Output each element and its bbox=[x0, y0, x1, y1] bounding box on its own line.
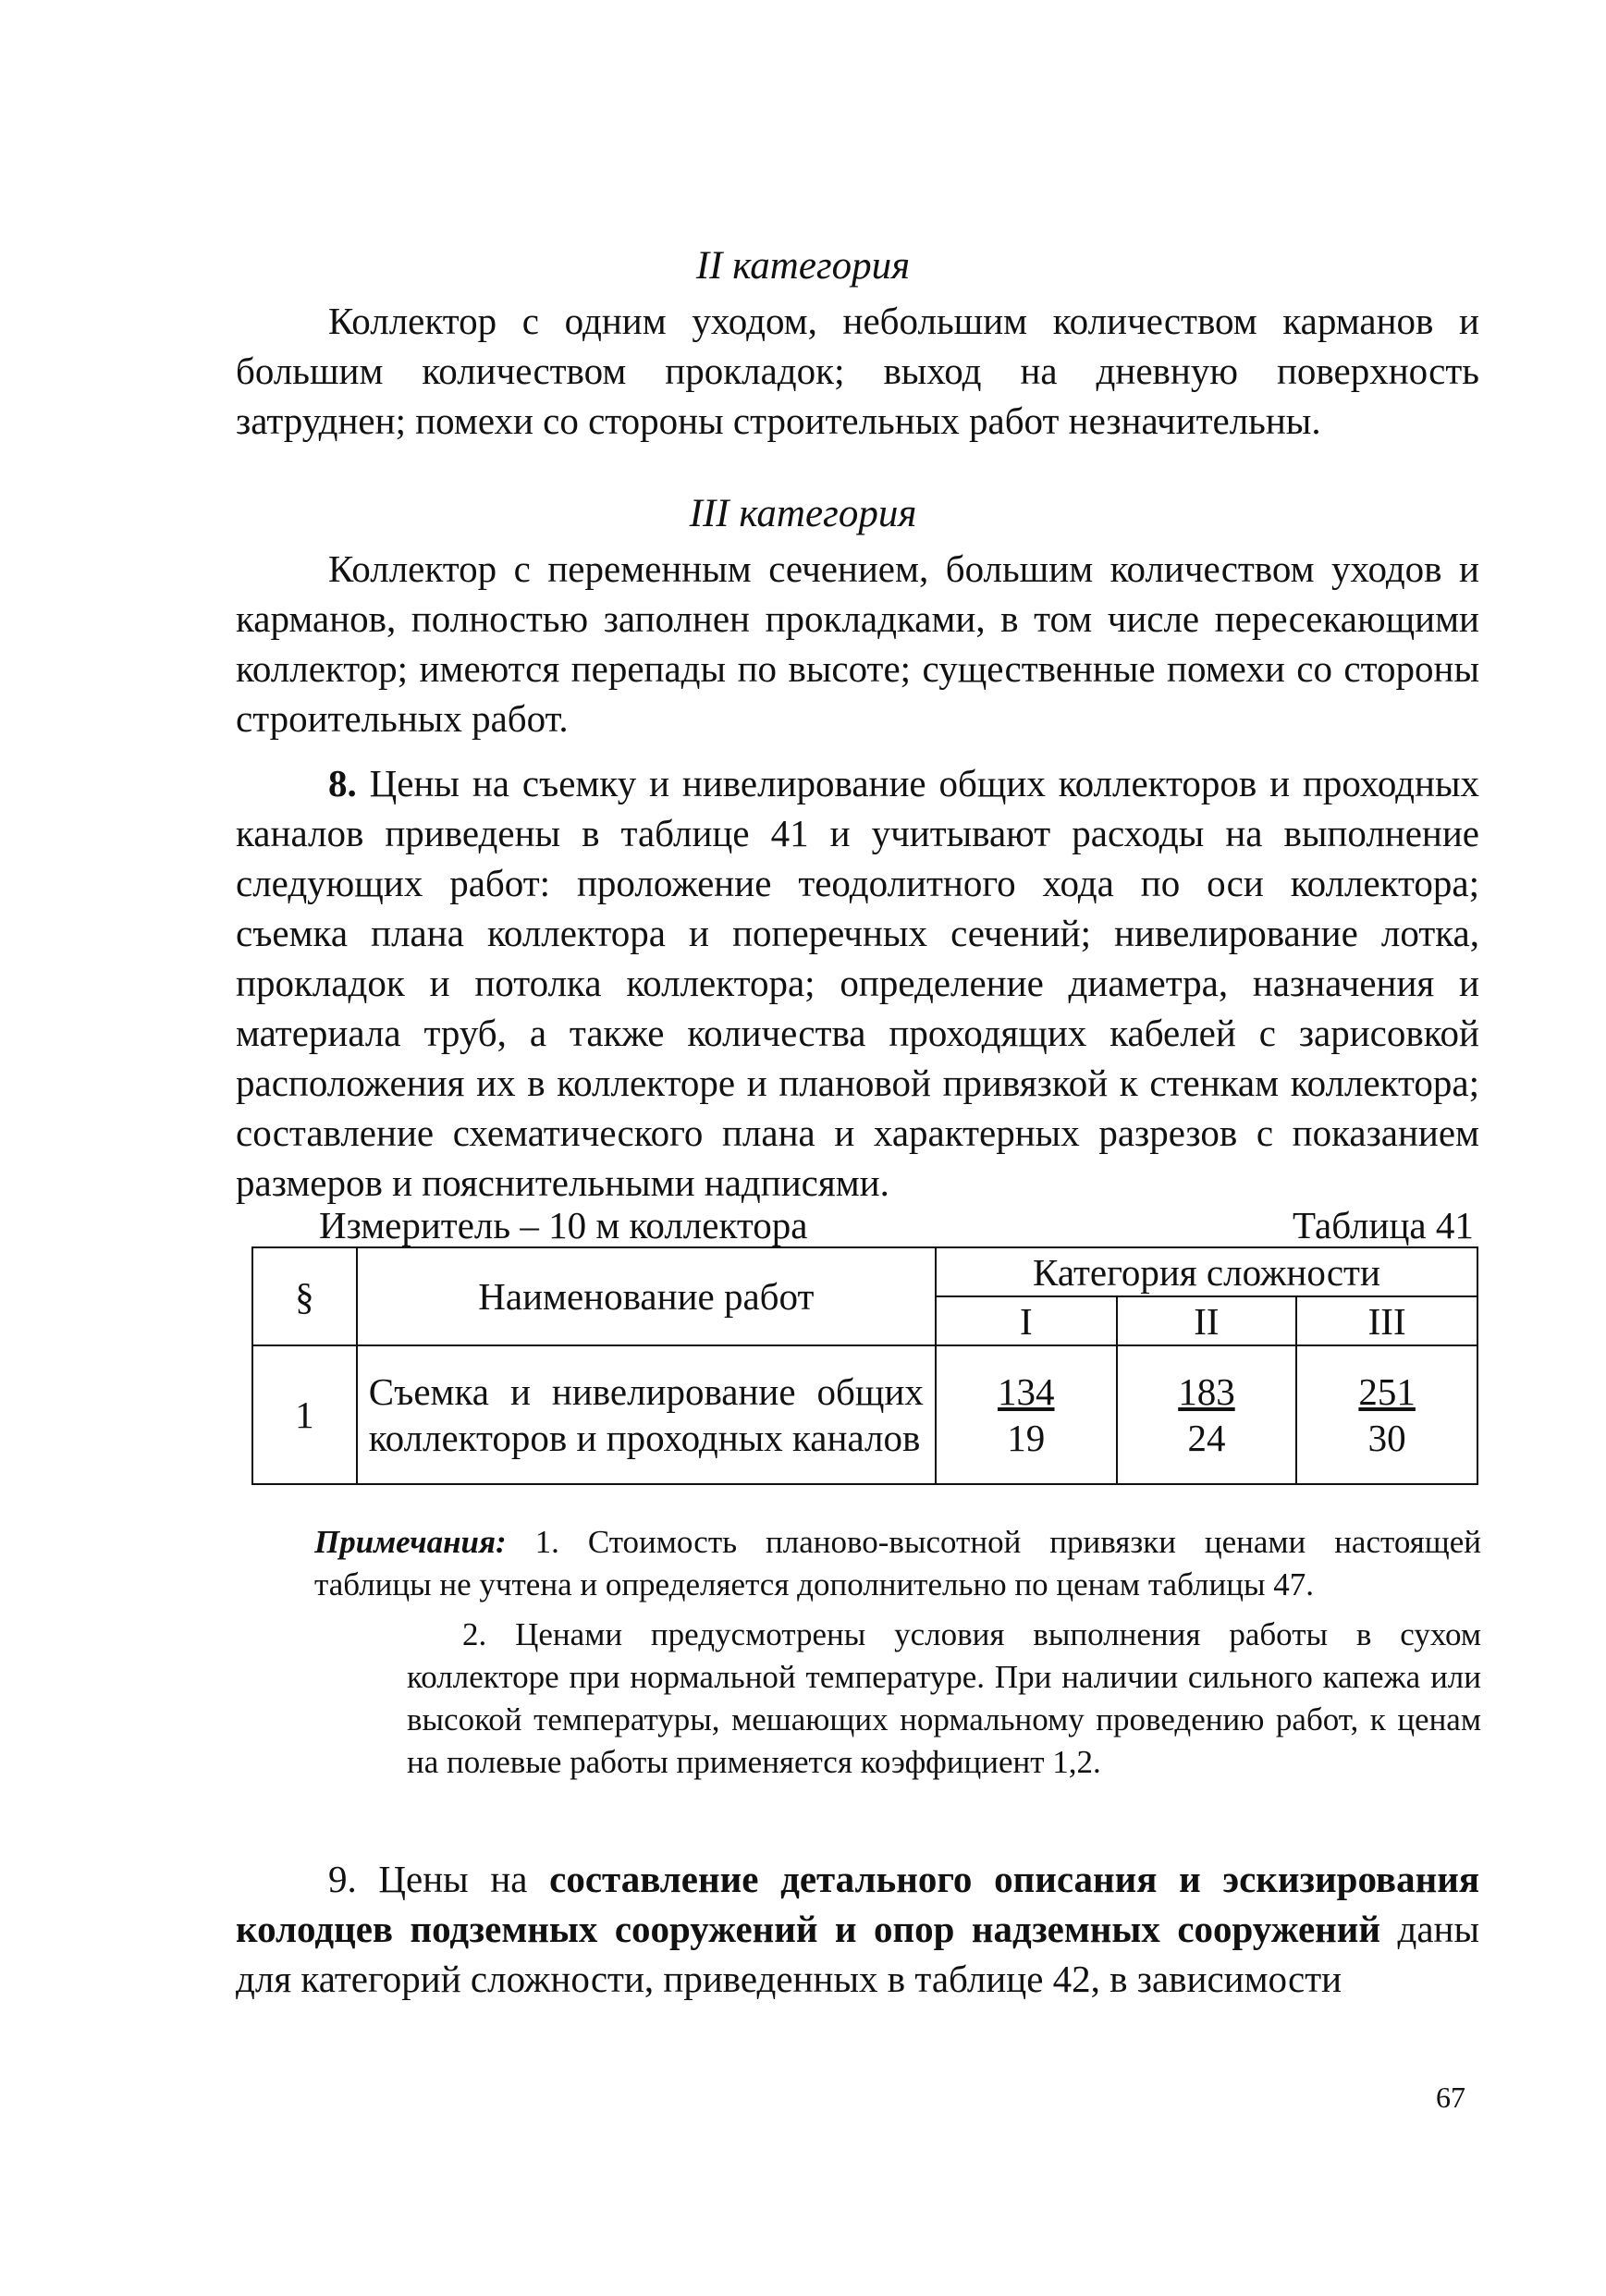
category-2-text: Коллектор с одним уходом, небольшим количеством карманов и большим количеством прокладок; выход на дневную поверхность затруднен; помехи со стороны строительных работ незначительны. bbox=[236, 300, 1479, 442]
paragraph-9-rest: даны для категорий сложности, приведенных в таблице 42, в зависимости bbox=[236, 1908, 1480, 2000]
price-field-cat-3: 251 bbox=[1358, 1370, 1416, 1413]
table-measure-unit: Измеритель – 10 м коллектора bbox=[319, 1204, 808, 1246]
row-work-name: Съемка и нивелирование общих коллекторов и проходных каналов bbox=[357, 1345, 936, 1484]
table-row bbox=[252, 1345, 1477, 1484]
paragraph-9-lead: Цены на bbox=[378, 1858, 528, 1900]
header-category-2: II bbox=[1117, 1296, 1297, 1345]
price-office-cat-2: 24 bbox=[1187, 1417, 1226, 1459]
table-caption: Таблица 41 bbox=[1293, 1204, 1474, 1246]
prices-table bbox=[251, 1246, 1478, 1485]
price-cell-category-1 bbox=[936, 1345, 1117, 1484]
price-cell-category-2 bbox=[1117, 1345, 1297, 1484]
paragraph-8-number: 8. bbox=[328, 762, 357, 804]
price-field-cat-2: 183 bbox=[1178, 1370, 1235, 1413]
header-category-3: III bbox=[1296, 1296, 1477, 1345]
header-complexity-category: Категория сложности bbox=[936, 1247, 1477, 1296]
table-notes bbox=[314, 1521, 1481, 1784]
price-cell-category-3 bbox=[1296, 1345, 1477, 1484]
paragraph-8-text: Цены на съемку и нивелирование общих коллекторов и проходных каналов приведены в таблице 41 и учитывают расходы на выполнение следующих работ: проложение теодолитного хода по оси коллектора; съемка плана коллектора и поперечных сечений; нивелирование лотка, прокладок и потолка коллектора; определение диаметра, назначения и материала труб, а также количества проходящих кабелей с зарисовкой расположения их в коллекторе и плановой привязкой к стенкам коллектора; составление схематического плана и характерных разрезов с показанием размеров и пояснительными надписями. bbox=[236, 762, 1480, 1204]
category-3-heading: III категория bbox=[689, 492, 917, 535]
note-2: 2. Ценами предусмотрены условия выполнения работы в сухом коллекторе при нормальной температуре. При наличии сильного капежа или высокой температуры, мешающих нормальному проведению работ, к ценам на полевые работы применяется коэффициент 1,2. bbox=[407, 1616, 1481, 1780]
paragraph-9 bbox=[236, 1854, 1479, 2004]
note-1-text: 1. Стоимость планово-высотной привязки ценами настоящей таблицы не учтена и определяется дополнительно по ценам таблицы 47. bbox=[314, 1524, 1481, 1602]
paragraph-9-number: 9. bbox=[328, 1858, 357, 1900]
price-field-cat-1: 134 bbox=[998, 1370, 1055, 1413]
price-office-cat-3: 30 bbox=[1367, 1417, 1406, 1459]
note-1 bbox=[314, 1521, 1481, 1606]
header-section-sign: § bbox=[252, 1247, 357, 1345]
row-section-number: 1 bbox=[252, 1345, 357, 1484]
paragraph-8 bbox=[236, 758, 1479, 1208]
header-work-name: Наименование работ bbox=[357, 1247, 936, 1345]
category-2-heading: II категория bbox=[695, 244, 911, 288]
category-3-text: Коллектор с переменным сечением, большим количеством уходов и карманов, полностью заполнен прокладками, в том числе пересекающими коллектор; имеются перепады по высоте; существенные помехи со стороны строительных работ. bbox=[236, 547, 1479, 740]
header-category-1: I bbox=[936, 1296, 1117, 1345]
price-office-cat-1: 19 bbox=[1007, 1417, 1046, 1459]
paragraph-9-bold: составление детального описания и эскизирования колодцев подземных сооружений и опор надземных сооружений bbox=[236, 1858, 1480, 1950]
page-number: 67 bbox=[1436, 2081, 1465, 2114]
notes-label: Примечания: bbox=[314, 1524, 507, 1560]
